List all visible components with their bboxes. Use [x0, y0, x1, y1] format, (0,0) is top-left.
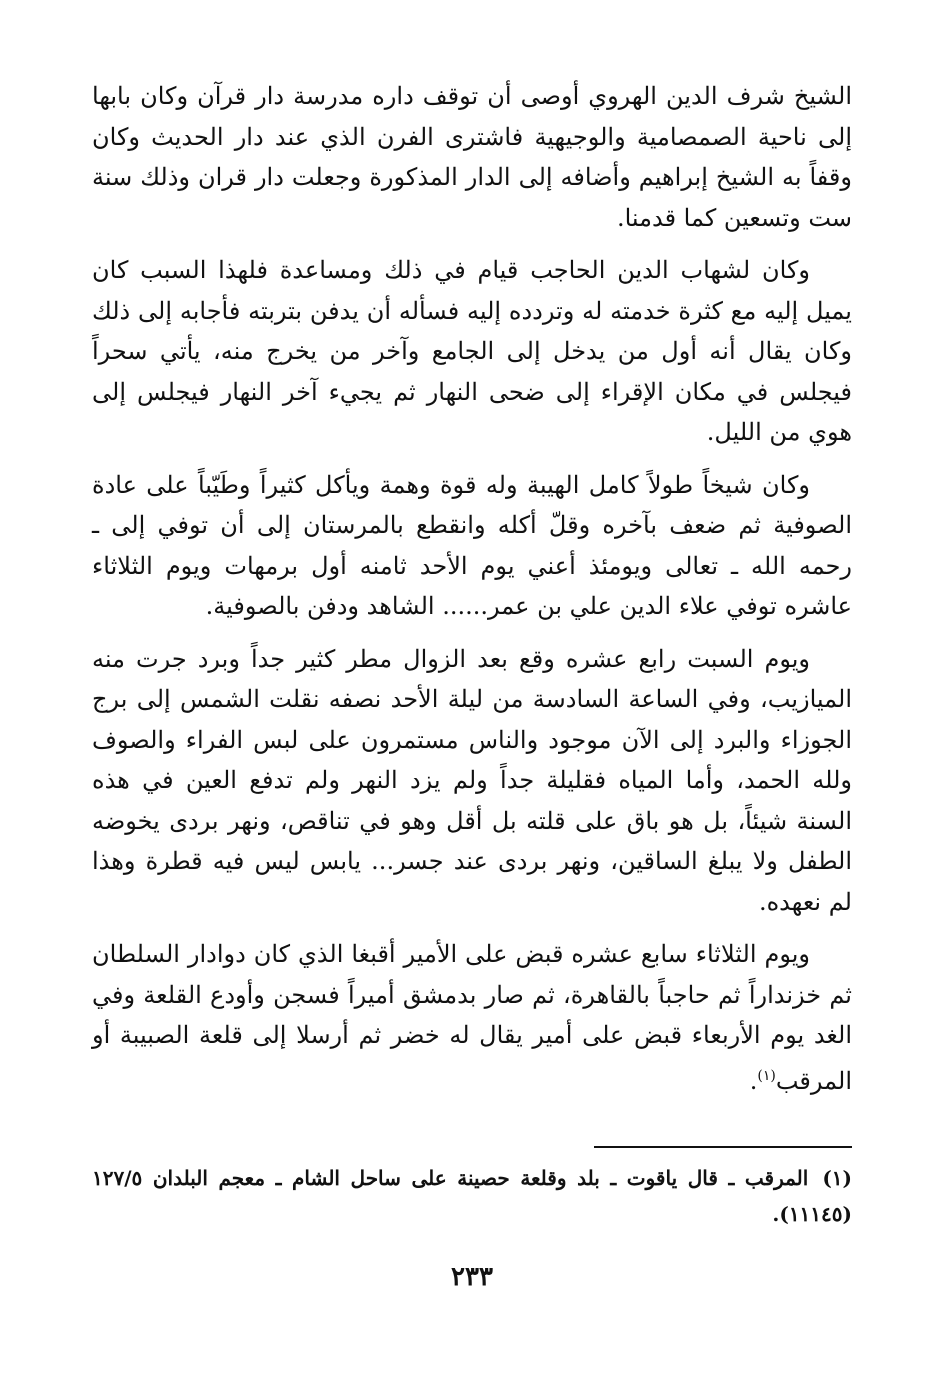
paragraph-5	[92, 934, 852, 1101]
paragraph-5-end: .	[749, 1066, 758, 1095]
footnote	[92, 1160, 852, 1232]
paragraph-5-text: ويوم الثلاثاء سابع عشره قبض على الأمير أقبغا الذي كان دوادار السلطان ثم خزنداراً ثم حاجباً بالقاهرة، ثم صار بدمشق أميراً فسجن وأودع القلعة وفي الغد يوم الأربعاء قبض على أمير يقال له خضر ثم أرسلا إلى قلعة الصبيبة أو المرقب	[92, 940, 852, 1095]
footnote-number: (١)	[822, 1166, 852, 1190]
main-text	[92, 76, 852, 1113]
paragraph-1: الشيخ شرف الدين الهروي أوصى أن توقف داره مدرسة دار قرآن وكان بابها إلى ناحية الصمصامية والوجيهية فاشترى الفرن الذي عند دار الحديث وكان وقفاً به الشيخ إبراهيم وأضافه إلى الدار المذكورة وجعلت دار قران وذلك سنة ست وتسعين كما قدمنا.	[92, 82, 852, 232]
page-number: ٢٣٣	[451, 1262, 493, 1292]
paragraph-3: وكان شيخاً طولاً كامل الهيبة وله قوة وهمة ويأكل كثيراً وطَيّباً على عادة الصوفية ثم ضعف بآخره وقلّ أكله وانقطع بالمرستان إلى أن توفي إلى ـ رحمه الله ـ تعالى ويومئذ أعني يوم الأحد ثامنه أول برمهات ويوم الثلاثاء عاشره توفي علاء الدين علي بن عمر...... الشاهد ودفن بالصوفية.	[92, 470, 852, 620]
footnote-divider	[594, 1146, 852, 1148]
paragraph-4: ويوم السبت رابع عشره وقع بعد الزوال مطر كثير جداً وبرد جرت منه الميازيب، وفي الساعة السادسة من ليلة الأحد نصفه نقلت الشمس إلى برج الجوزاء والبرد إلى الآن موجود والناس مستمرون على لبس الفراء والصوف ولله الحمد، وأما المياه فقليلة جداً ولم يزد النهر ولم تدفع العين في هذه السنة شيئاً، بل هو باق على قلته بل أقل وهو في تناقص، ونهر بردى يخوضه الطفل ولا يبلغ الساقين، ونهر بردى عند جسر... يابس ليس فيه قطرة وهذا لم نعهده.	[92, 644, 852, 916]
footnote-text: المرقب ـ قال ياقوت ـ بلد وقلعة حصينة على ساحل الشام ـ معجم البلدان ١٢٧/٥ (١١١٤٥).	[92, 1166, 852, 1226]
paragraph-2: وكان لشهاب الدين الحاجب قيام في ذلك ومساعدة فلهذا السبب كان يميل إليه مع كثرة خدمته له وتردده إليه فسأله أن يدفن بتربته فأجابه إلى ذلك وكان يقال أنه أول من يدخل إلى الجامع وآخر من يخرج منه، يأتي سحراً فيجلس في مكان الإقراء إلى ضحى النهار ثم يجيء آخر النهار فيجلس إلى هوي من الليل.	[92, 256, 853, 446]
footnote-reference[interactable]: (١)	[757, 1067, 776, 1084]
